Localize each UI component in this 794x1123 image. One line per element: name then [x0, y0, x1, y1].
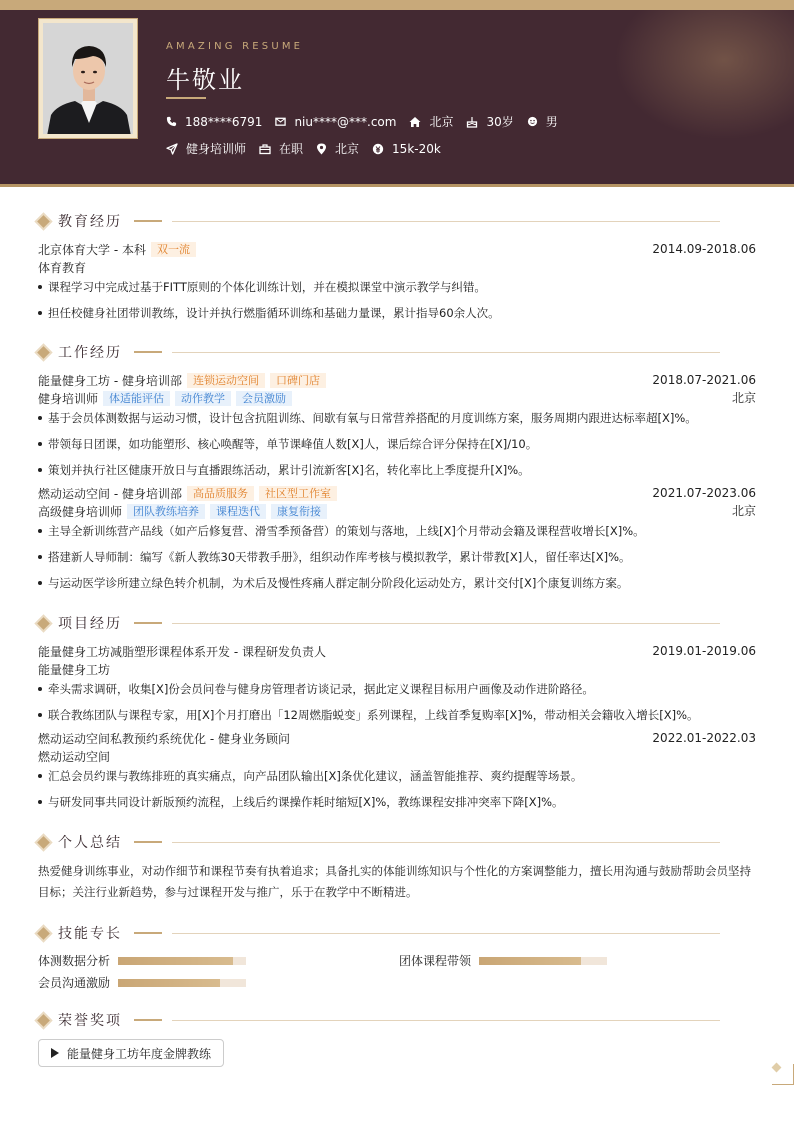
education-period: 2014.09-2018.06 — [652, 242, 756, 256]
info-home-city — [409, 113, 453, 130]
skills-heading — [38, 923, 756, 943]
job-company-row — [38, 484, 756, 502]
info-salary — [372, 142, 441, 156]
work-section — [38, 342, 756, 591]
salary-text: 15k-20k — [392, 141, 441, 156]
project-period: 2019.01-2019.06 — [652, 644, 756, 658]
info-job-status — [259, 140, 303, 157]
major-name: 体育教育 — [38, 260, 87, 275]
list-item: 搭建新人导师制：编写《新人教练30天带教手册》，组织动作库考核与模拟教学，累计带教[X]人，留任率达[X]%。 — [38, 549, 756, 565]
home-icon — [409, 116, 421, 128]
section-title: 教育经历 — [58, 214, 122, 230]
profile-photo-frame — [38, 18, 138, 139]
section-accent-rule — [134, 932, 162, 934]
skill-name: 体测数据分析 — [38, 954, 111, 968]
info-target-city — [316, 140, 359, 157]
candidate-name: 牛敬业 — [166, 66, 244, 94]
project-org-row — [38, 660, 756, 678]
job-role-row — [38, 502, 756, 520]
corner-line-decoration — [772, 1084, 794, 1085]
award-name: 能量健身工坊年度金牌教练 — [67, 1046, 212, 1061]
job-status-text: 在职 — [279, 142, 304, 156]
corner-diamond-decoration — [772, 1063, 782, 1073]
play-triangle-icon — [51, 1048, 59, 1058]
skill-bar — [479, 957, 607, 965]
phone-text: 188****6791 — [185, 114, 263, 129]
skill-item — [399, 952, 607, 969]
section-title: 工作经历 — [58, 345, 122, 361]
phone-icon — [166, 116, 177, 127]
person-portrait-icon — [43, 23, 133, 134]
section-accent-rule — [134, 622, 162, 624]
age-text: 30岁 — [486, 115, 514, 129]
company-tag: 社区型工作室 — [259, 486, 337, 501]
list-item: 策划并执行社区健康开放日与直播跟练活动，累计引流新客[X]名，转化率比上季度提升[X]%。 — [38, 462, 756, 478]
mail-icon — [275, 116, 286, 127]
projects-section — [38, 613, 756, 810]
section-accent-rule — [134, 1019, 162, 1021]
gender-icon — [527, 116, 538, 127]
education-entry-header — [38, 240, 756, 258]
summary-section — [38, 832, 756, 903]
project-header-row — [38, 642, 756, 660]
role-tag: 康复衔接 — [271, 504, 327, 519]
project-name: 燃动运动空间私教预约系统优化 - 健身业务顾问 — [38, 731, 290, 746]
skill-bar — [118, 979, 246, 987]
project-org: 能量健身工坊 — [38, 662, 111, 677]
school-name: 北京体育大学 - 本科 — [38, 242, 146, 257]
section-title: 技能专长 — [58, 926, 122, 942]
header-eyebrow: AMAZING RESUME — [166, 41, 304, 52]
section-divider — [172, 221, 720, 222]
home-city-text: 北京 — [429, 115, 454, 129]
list-item: 主导全新训练营产品线（如产后修复营、滑雪季预备营）的策划与落地，上线[X]个月带动会籍及课程营收增长[X]%。 — [38, 523, 756, 539]
target-city-text: 北京 — [335, 142, 360, 156]
briefcase-icon — [259, 143, 271, 155]
role-tag: 会员激励 — [236, 391, 292, 406]
role-tag: 体适能评估 — [103, 391, 170, 406]
list-item: 牵头需求调研，收集[X]份会员问卷与健身房管理者访谈记录，据此定义课程目标用户画像及动作进阶路径。 — [38, 681, 756, 697]
award-badge — [38, 1039, 224, 1067]
company-tag: 高品质服务 — [187, 486, 254, 501]
send-icon — [166, 143, 178, 155]
work-heading — [38, 342, 756, 362]
list-item: 汇总会员约课与教练排班的真实痛点，向产品团队输出[X]条优化建议，涵盖智能推荐、爽约提醒等场景。 — [38, 768, 756, 784]
education-major-row — [38, 258, 756, 276]
info-email — [275, 115, 396, 129]
awards-section — [38, 1010, 756, 1030]
list-item: 课程学习中完成过基于FITT原则的个体化训练计划，并在模拟课堂中演示教学与纠错。 — [38, 279, 756, 295]
company-name: 燃动运动空间 - 健身培训部 — [38, 486, 182, 501]
skill-name: 团体课程带领 — [399, 954, 472, 968]
skill-bar-fill — [118, 979, 220, 987]
info-target-position — [166, 140, 246, 157]
info-age — [466, 113, 513, 130]
section-divider — [172, 933, 720, 934]
list-item: 担任校健身社团带训教练，设计并执行燃脂循环训练和基础力量课，累计指导60余人次。 — [38, 305, 756, 321]
info-gender — [527, 113, 558, 130]
job-role: 高级健身培训师 — [38, 504, 123, 519]
awards-heading — [38, 1010, 756, 1030]
target-position-text: 健身培训师 — [186, 142, 247, 156]
contact-info-row — [166, 113, 571, 130]
school-tag: 双一流 — [151, 242, 196, 257]
section-divider — [172, 623, 720, 624]
role-tag: 动作教学 — [175, 391, 231, 406]
role-tag: 课程迭代 — [210, 504, 266, 519]
skill-item — [38, 974, 246, 991]
skill-bar-fill — [118, 957, 233, 965]
section-diamond-icon — [37, 215, 50, 228]
section-accent-rule — [134, 841, 162, 843]
section-accent-rule — [134, 351, 162, 353]
list-item: 与研发同事共同设计新版预约流程，上线后约课操作耗时缩短[X]%，教练课程安排冲突率下降[X]%。 — [38, 794, 756, 810]
section-diamond-icon — [37, 1014, 50, 1027]
summary-text: 热爱健身训练事业，对动作细节和课程节奏有执着追求；具备扎实的体能训练知识与个性化的方案调整能力，擅长用沟通与鼓励帮助会员坚持目标；关注行业新趋势，参与过课程开发与推广，乐于在教学中不断精进。 — [38, 864, 751, 899]
education-heading — [38, 211, 756, 231]
section-title: 个人总结 — [58, 835, 122, 851]
top-accent-strip — [0, 0, 794, 10]
job-period: 2021.07-2023.06 — [652, 486, 756, 500]
name-underline — [166, 97, 206, 99]
job-period: 2018.07-2021.06 — [652, 373, 756, 387]
gender-text: 男 — [545, 115, 558, 129]
company-tag: 连锁运动空间 — [187, 373, 265, 388]
job-city: 北京 — [731, 391, 756, 405]
company-name: 能量健身工坊 - 健身培训部 — [38, 373, 182, 388]
job-city: 北京 — [731, 504, 756, 518]
project-name: 能量健身工坊减脂塑形课程体系开发 - 课程研发负责人 — [38, 644, 326, 659]
skill-item — [38, 952, 246, 969]
job-intent-row — [166, 140, 454, 157]
skill-bar — [118, 957, 246, 965]
email-text: niu****@***.com — [294, 114, 397, 129]
summary-heading — [38, 832, 756, 852]
section-divider — [172, 352, 720, 353]
skill-name: 会员沟通激励 — [38, 976, 111, 990]
section-diamond-icon — [37, 617, 50, 630]
list-item: 基于会员体测数据与运动习惯，设计包含抗阻训练、间歇有氧与日常营养搭配的月度训练方案，服务周期内跟进达标率超[X]%。 — [38, 410, 756, 426]
section-accent-rule — [134, 220, 162, 222]
info-phone — [166, 115, 262, 129]
section-title: 项目经历 — [58, 616, 122, 632]
skills-section — [38, 923, 756, 943]
skill-bar-fill — [479, 957, 581, 965]
list-item: 带领每日团课，如功能塑形、核心唤醒等，单节课峰值人数[X]人，课后综合评分保持在[X]/10。 — [38, 436, 756, 452]
section-divider — [172, 842, 720, 843]
header-glow-decoration — [614, 10, 794, 140]
role-tag: 团队教练培养 — [127, 504, 205, 519]
list-item: 与运动医学诊所建立绿色转介机制，为术后及慢性疼痛人群定制分阶段化运动处方，累计交付[X]个康复训练方案。 — [38, 575, 756, 591]
project-org-row — [38, 747, 756, 765]
section-diamond-icon — [37, 836, 50, 849]
location-icon — [316, 143, 327, 155]
project-period: 2022.01-2022.03 — [652, 731, 756, 745]
projects-heading — [38, 613, 756, 633]
education-section — [38, 211, 756, 321]
profile-photo — [43, 23, 133, 134]
company-tag: 口碑门店 — [270, 373, 326, 388]
job-company-row — [38, 371, 756, 389]
list-item: 联合教练团队与课程专家，用[X]个月打磨出「12周燃脂蜕变」系列课程，上线首季复购率[X]%，带动相关会籍收入增长[X]%。 — [38, 707, 756, 723]
job-role: 健身培训师 — [38, 391, 99, 406]
section-title: 荣誉奖项 — [58, 1013, 122, 1029]
header-bottom-rule — [0, 184, 794, 187]
project-header-row — [38, 729, 756, 747]
job-role-row — [38, 389, 756, 407]
cake-icon — [466, 116, 478, 128]
money-icon — [372, 143, 384, 155]
section-divider — [172, 1020, 720, 1021]
project-org: 燃动运动空间 — [38, 749, 111, 764]
section-diamond-icon — [37, 346, 50, 359]
section-diamond-icon — [37, 927, 50, 940]
